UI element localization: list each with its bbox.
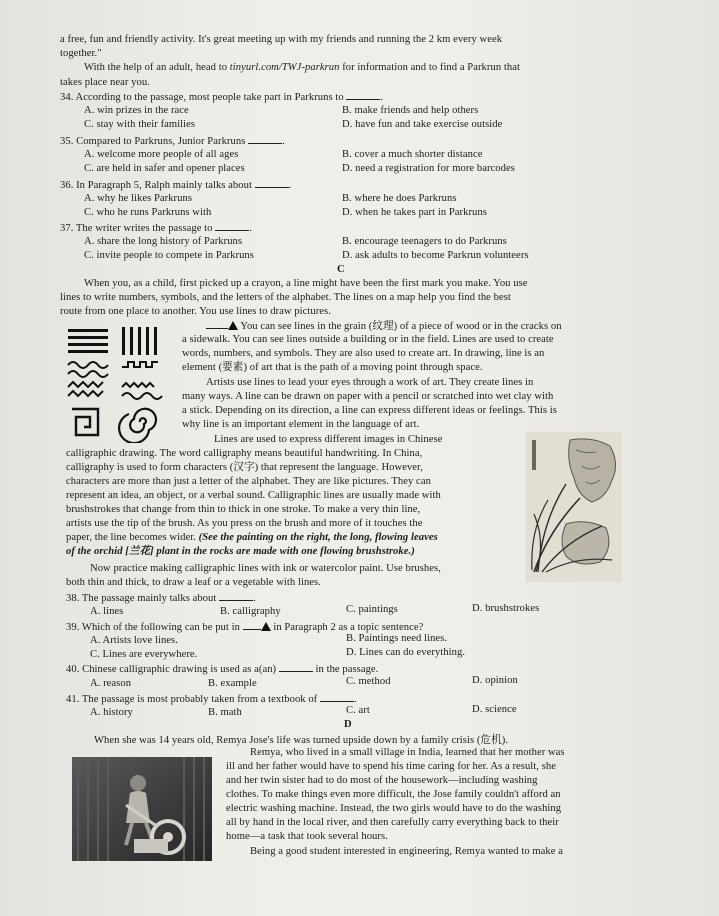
section-c-p3-line3: a stick. Depending on its direction, a line can express different ideas or feelings. This is xyxy=(182,405,557,416)
para-b-line1: a free, fun and friendly activity. It's great meeting up with my friends and running the 2 km every week xyxy=(60,34,503,45)
question-38-option-a[interactable]: A. lines xyxy=(90,606,124,617)
section-c-p4-line9: of the orchid [兰花] plant in the rocks are made with one flowing brushstroke.) xyxy=(66,546,415,557)
question-35-option-b[interactable]: B. cover a much shorter distance xyxy=(342,149,483,160)
answer-blank xyxy=(255,178,289,188)
section-d-line5: clothes. To make things even more difficult, the Jose family couldn't afford an xyxy=(226,789,561,800)
answer-blank xyxy=(248,134,282,144)
line-samples-illustration xyxy=(66,325,184,443)
triangle-marker-icon xyxy=(228,321,238,330)
section-c-intro-2: lines to write numbers, symbols, and the letters of the alphabet. The lines on a map help you find the best xyxy=(60,292,511,303)
section-c-p2-line1: You can see lines in the grain (纹理) of a piece of wood or in the cracks on xyxy=(206,319,562,333)
question-37-option-c[interactable]: C. invite people to compete in Parkruns xyxy=(84,250,254,261)
parkrun-url: tinyurl.com/TWJ-parkrun xyxy=(229,62,340,73)
question-40-option-d[interactable]: D. opinion xyxy=(472,675,518,686)
triangle-marker-icon xyxy=(261,622,271,631)
question-37-option-d[interactable]: D. ask adults to become Parkrun volunteers xyxy=(342,250,529,261)
section-c-p3-line4: why line is an important element in the language of art. xyxy=(182,419,420,430)
question-41-option-a[interactable]: A. history xyxy=(90,707,133,718)
question-34-option-c[interactable]: C. stay with their families xyxy=(84,119,196,130)
section-c-p3-line2: many ways. A line can be drawn on paper with a pencil or scratched into wet clay with xyxy=(182,391,554,402)
question-37-stem: 37. The writer writes the passage to . xyxy=(60,223,252,234)
question-39-stem: 39. Which of the following can be put in in Paragraph 2 as a topic sentence? xyxy=(66,622,424,633)
para-b-line4: takes place near you. xyxy=(60,77,150,88)
question-40-option-a[interactable]: A. reason xyxy=(90,678,132,689)
section-c-p2-line4: element (要素) of art that is the path of a moving point through space. xyxy=(182,362,483,373)
question-38-option-b[interactable]: B. calligraphy xyxy=(220,606,281,617)
answer-blank xyxy=(243,620,261,630)
answer-blank xyxy=(219,591,253,601)
section-c-p4-line2: calligraphic drawing. The word calligraphy means beautiful handwriting. In China, xyxy=(66,448,423,459)
orchid-painting-image xyxy=(526,432,622,582)
section-c-p2-line2: a sidewalk. You can see lines outside a building or in the field. Lines are used to create xyxy=(182,334,554,345)
question-40-option-c[interactable]: C. method xyxy=(346,676,391,687)
answer-blank xyxy=(279,662,313,672)
section-c-p5-line1: Now practice making calligraphic lines with ink or watercolor paint. Use brushes, xyxy=(90,563,441,574)
question-34-option-a[interactable]: A. win prizes in the race xyxy=(84,105,189,116)
section-d-line1: When she was 14 years old, Remya Jose's life was turned upside down by a family crisis (危机). xyxy=(94,735,508,746)
section-d-line6: electric washing machine. Instead, the two girls would have to do the washing xyxy=(226,803,562,814)
section-c-p4-line3: calligraphy is used to form characters (汉字) that represent the language. However, xyxy=(66,462,423,473)
question-35-option-d[interactable]: D. need a registration for more barcodes xyxy=(342,163,515,174)
section-c-p5-line2: both thin and thick, to draw a leaf or a vegetable with lines. xyxy=(66,577,321,588)
question-35-option-a[interactable]: A. welcome more people of all ages xyxy=(84,149,239,160)
para-b-line2: together." xyxy=(60,48,102,59)
question-41-option-c[interactable]: C. art xyxy=(346,705,370,716)
question-36-option-a[interactable]: A. why he likes Parkruns xyxy=(84,193,193,204)
section-c-p4-line7: artists use the tip of the brush. As you press on the brush and more of it touches the xyxy=(66,518,423,529)
question-36-stem: 36. In Paragraph 5, Ralph mainly talks about . xyxy=(60,180,292,191)
section-c-p4-line8: paper, the line becomes wider. (See the painting on the right, the long, flowing leaves xyxy=(66,532,438,543)
answer-blank-39 xyxy=(206,319,228,329)
question-39-option-b[interactable]: B. Paintings need lines. xyxy=(346,633,447,644)
section-d-heading: D xyxy=(344,719,352,730)
answer-blank xyxy=(215,221,249,231)
question-41-stem: 41. The passage is most probably taken from a textbook of . xyxy=(66,694,357,705)
para-b-line3: With the help of an adult, head to tinyurl.com/TWJ-parkrun for information and to find a Parkrun that xyxy=(84,62,520,73)
question-36-option-c[interactable]: C. who he runs Parkruns with xyxy=(84,207,212,218)
question-34-option-b[interactable]: B. make friends and help others xyxy=(342,105,479,116)
remya-photo xyxy=(72,757,212,861)
section-c-p2-line3: words, numbers, and symbols. They are also used to create art. In drawing, line is an xyxy=(182,348,545,359)
question-40-stem: 40. Chinese calligraphic drawing is used as a(an) in the passage. xyxy=(66,664,379,675)
question-34-stem: 34. According to the passage, most people take part in Parkruns to . xyxy=(60,92,384,103)
question-39-option-d[interactable]: D. Lines can do everything. xyxy=(346,647,466,658)
question-36-option-d[interactable]: D. when he takes part in Parkruns xyxy=(342,207,487,218)
section-d-line2: Remya, who lived in a small village in India, learned that her mother was xyxy=(250,747,565,758)
section-c-p4-line4: characters are more than just a letter of the alphabet. They are like pictures. They can xyxy=(66,476,431,487)
question-39-option-a[interactable]: A. Artists love lines. xyxy=(90,635,178,646)
section-d-line9: Being a good student interested in engineering, Remya wanted to make a xyxy=(250,846,563,857)
section-d-line3: ill and her father would have to spend his time caring for her. As a result, she xyxy=(226,761,556,772)
question-38-option-c[interactable]: C. paintings xyxy=(346,604,398,615)
question-37-option-b[interactable]: B. encourage teenagers to do Parkruns xyxy=(342,236,507,247)
question-40-option-b[interactable]: B. example xyxy=(208,678,257,689)
section-c-p4-line6: brushstrokes that change from thin to thick in one stroke. To make a very thin line, xyxy=(66,504,421,515)
question-35-stem: 35. Compared to Parkruns, Junior Parkruns . xyxy=(60,136,285,147)
question-39-option-c[interactable]: C. Lines are everywhere. xyxy=(90,649,198,660)
answer-blank xyxy=(346,90,380,100)
question-35-option-c[interactable]: C. are held in safer and opener places xyxy=(84,163,245,174)
section-c-intro-1: When you, as a child, first picked up a crayon, a line might have been the first mark you make. You use xyxy=(84,278,528,289)
section-c-heading: C xyxy=(337,264,345,275)
question-41-option-b[interactable]: B. math xyxy=(208,707,242,718)
section-d-line4: and her twin sister had to do most of the housework—including washing xyxy=(226,775,538,786)
section-c-p4-line5: represent an idea, an object, or a verbal sound. Calligraphic lines are usually made with xyxy=(66,490,441,501)
section-c-intro-3: route from one place to another. You use lines to draw pictures. xyxy=(60,306,331,317)
question-36-option-b[interactable]: B. where he does Parkruns xyxy=(342,193,457,204)
section-d-line8: home—a task that took several hours. xyxy=(226,831,388,842)
section-d-line7: all by hand in the local river, and then carefully carry everything back to their xyxy=(226,817,559,828)
question-34-option-d[interactable]: D. have fun and take exercise outside xyxy=(342,119,503,130)
question-37-option-a[interactable]: A. share the long history of Parkruns xyxy=(84,236,243,247)
question-38-stem: 38. The passage mainly talks about . xyxy=(66,593,256,604)
question-38-option-d[interactable]: D. brushstrokes xyxy=(472,603,540,614)
section-c-p3-line1: Artists use lines to lead your eyes through a work of art. They create lines in xyxy=(206,377,534,388)
answer-blank xyxy=(320,692,354,702)
question-41-option-d[interactable]: D. science xyxy=(472,704,517,715)
section-c-p4-line1: Lines are used to express different images in Chinese xyxy=(214,434,443,445)
